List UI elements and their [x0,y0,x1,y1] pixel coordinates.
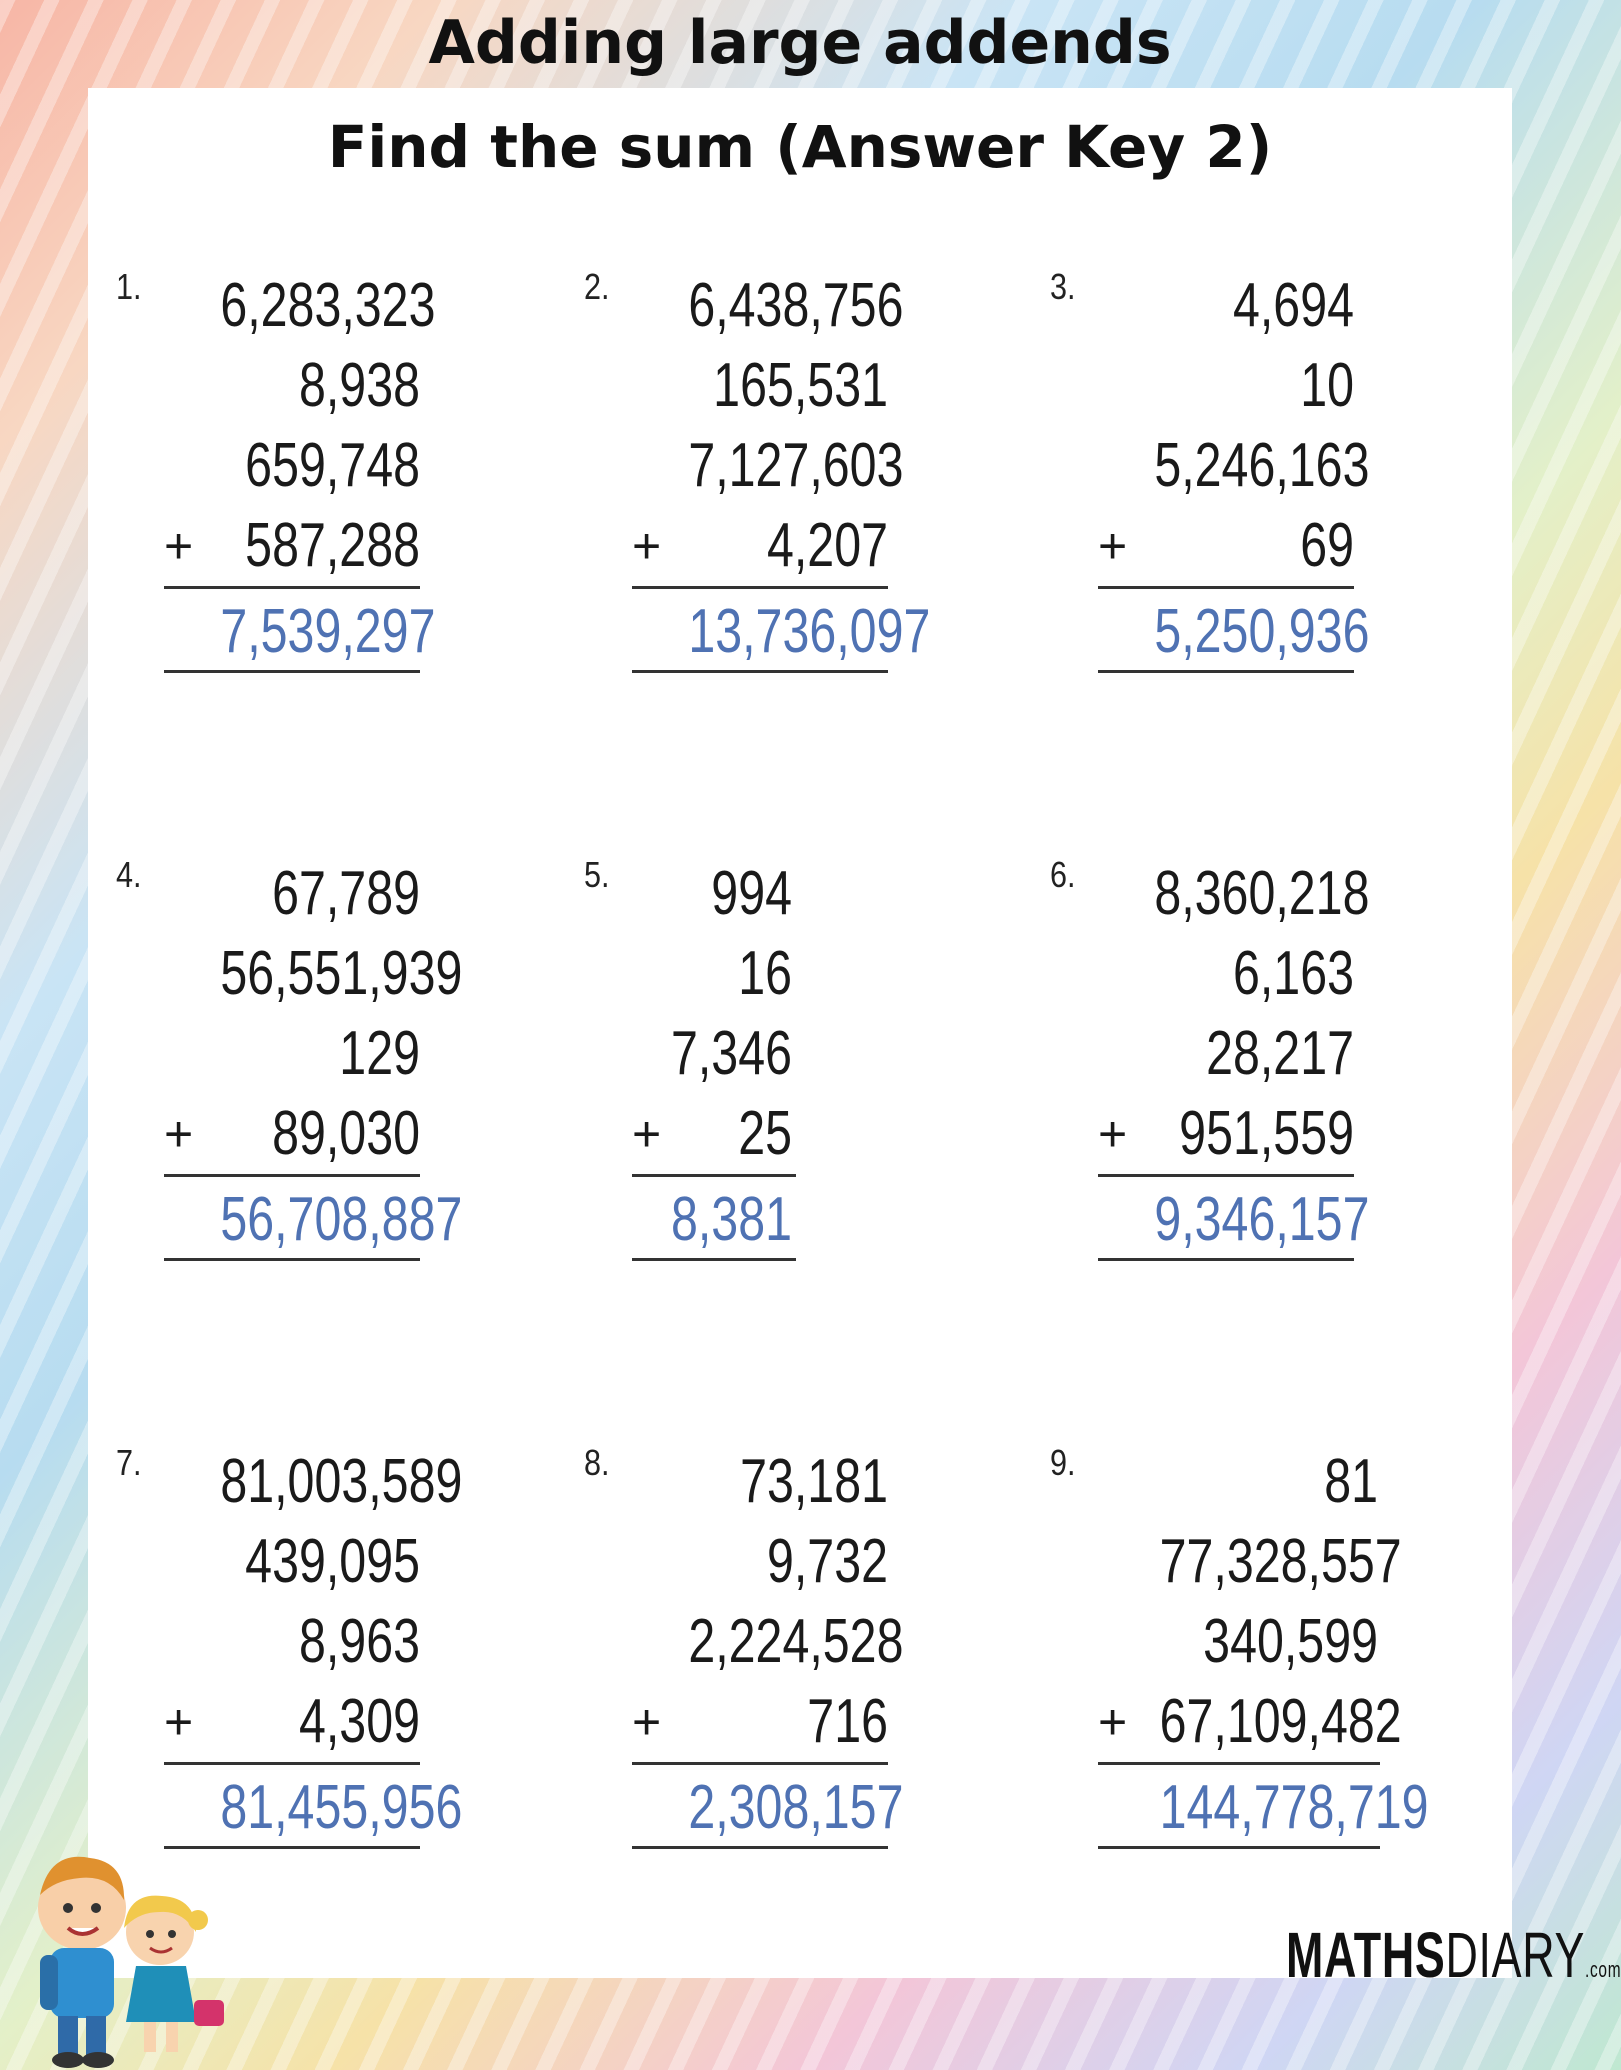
problem-2 [584,266,931,696]
addend: 2,224,528 [688,1607,904,1676]
addend: 6,283,323 [220,271,436,340]
plus-sign: + [164,1694,194,1750]
addend: 340,599 [1203,1607,1378,1676]
kids-illustration [10,1840,230,2070]
sum-line [164,586,420,589]
addend: 5,246,163 [1154,431,1370,500]
addend: 4,207 [766,511,888,580]
addend: 4,309 [298,1687,420,1756]
answer-sum: 81,455,956 [220,1773,463,1842]
problem-number: 8. [584,1442,610,1483]
worksheet-subtitle: Find the sum (Answer Key 2) [327,113,1273,181]
addend: 165,531 [713,351,888,420]
addend: 7,127,603 [688,431,904,500]
addend: 951,559 [1179,1099,1354,1168]
addend: 439,095 [245,1527,420,1596]
logo-light: DIARY [1445,1919,1586,1991]
answer-sum: 13,736,097 [688,597,931,666]
addend: 25 [738,1099,792,1168]
answer-sum: 144,778,719 [1159,1773,1429,1842]
problem-3 [1050,266,1380,696]
problem-number: 6. [1050,854,1076,895]
problem-number: 9. [1050,1442,1076,1483]
problem-1 [116,266,446,696]
sum-line [164,1762,420,1765]
problem-4 [116,854,463,1284]
answer-sum: 9,346,157 [1154,1185,1370,1254]
answer-underline [1098,1846,1380,1849]
addend: 16 [738,939,792,1008]
addend: 4,694 [1232,271,1354,340]
addend: 994 [711,859,792,928]
addend: 587,288 [245,511,420,580]
answer-sum: 56,708,887 [220,1185,463,1254]
answer-sum: 2,308,157 [688,1773,904,1842]
addend: 67,789 [272,859,420,928]
sum-line [632,1762,888,1765]
addend: 67,109,482 [1159,1687,1402,1756]
addend: 7,346 [670,1019,792,1088]
problem-number: 1. [116,266,142,307]
logo-suffix: .com [1585,1957,1621,1982]
sum-line [632,1174,796,1177]
answer-underline [632,1846,888,1849]
worksheet [88,88,1512,1978]
plus-sign: + [632,1106,662,1162]
addend: 10 [1300,351,1354,420]
addend: 56,551,939 [220,939,463,1008]
answer-sum: 5,250,936 [1154,597,1370,666]
logo-bold: MATHS [1286,1919,1446,1991]
plus-sign: + [164,518,194,574]
answer-underline [164,1258,420,1261]
addend: 69 [1300,511,1354,580]
answer-underline [632,1258,796,1261]
answer-sum: 8,381 [670,1185,792,1254]
addend: 6,438,756 [688,271,904,340]
addend: 8,963 [298,1607,420,1676]
addend: 73,181 [740,1447,888,1516]
answer-underline [1098,670,1354,673]
problem-number: 2. [584,266,610,307]
answer-underline [164,670,420,673]
plus-sign: + [1098,1106,1128,1162]
plus-sign: + [632,1694,662,1750]
addend: 28,217 [1206,1019,1354,1088]
addend: 8,360,218 [1154,859,1370,928]
problem-6 [1050,854,1380,1284]
addend: 659,748 [245,431,420,500]
plus-sign: + [1098,1694,1128,1750]
problem-5 [584,854,914,1284]
problem-8 [584,1442,914,1872]
sum-line [1098,1762,1380,1765]
problem-number: 7. [116,1442,142,1483]
addend: 8,938 [298,351,420,420]
addend: 129 [339,1019,420,1088]
addend: 77,328,557 [1159,1527,1402,1596]
answer-sum: 7,539,297 [220,597,436,666]
sum-line [164,1174,420,1177]
addend: 9,732 [766,1527,888,1596]
addend: 716 [807,1687,888,1756]
problem-7 [116,1442,463,1872]
plus-sign: + [164,1106,194,1162]
sum-line [1098,1174,1354,1177]
problem-number: 5. [584,854,610,895]
problem-number: 3. [1050,266,1076,307]
answer-underline [632,670,888,673]
addend: 6,163 [1232,939,1354,1008]
addend: 81 [1324,1447,1378,1516]
problem-9 [1050,1442,1429,1872]
sum-line [1098,586,1354,589]
sum-line [632,586,888,589]
mathsdiary-logo [1286,1918,1621,1992]
plus-sign: + [1098,518,1128,574]
plus-sign: + [632,518,662,574]
addend: 81,003,589 [220,1447,463,1516]
answer-underline [1098,1258,1354,1261]
problem-number: 4. [116,854,142,895]
page-title: Adding large addends [428,8,1172,78]
addend: 89,030 [272,1099,420,1168]
